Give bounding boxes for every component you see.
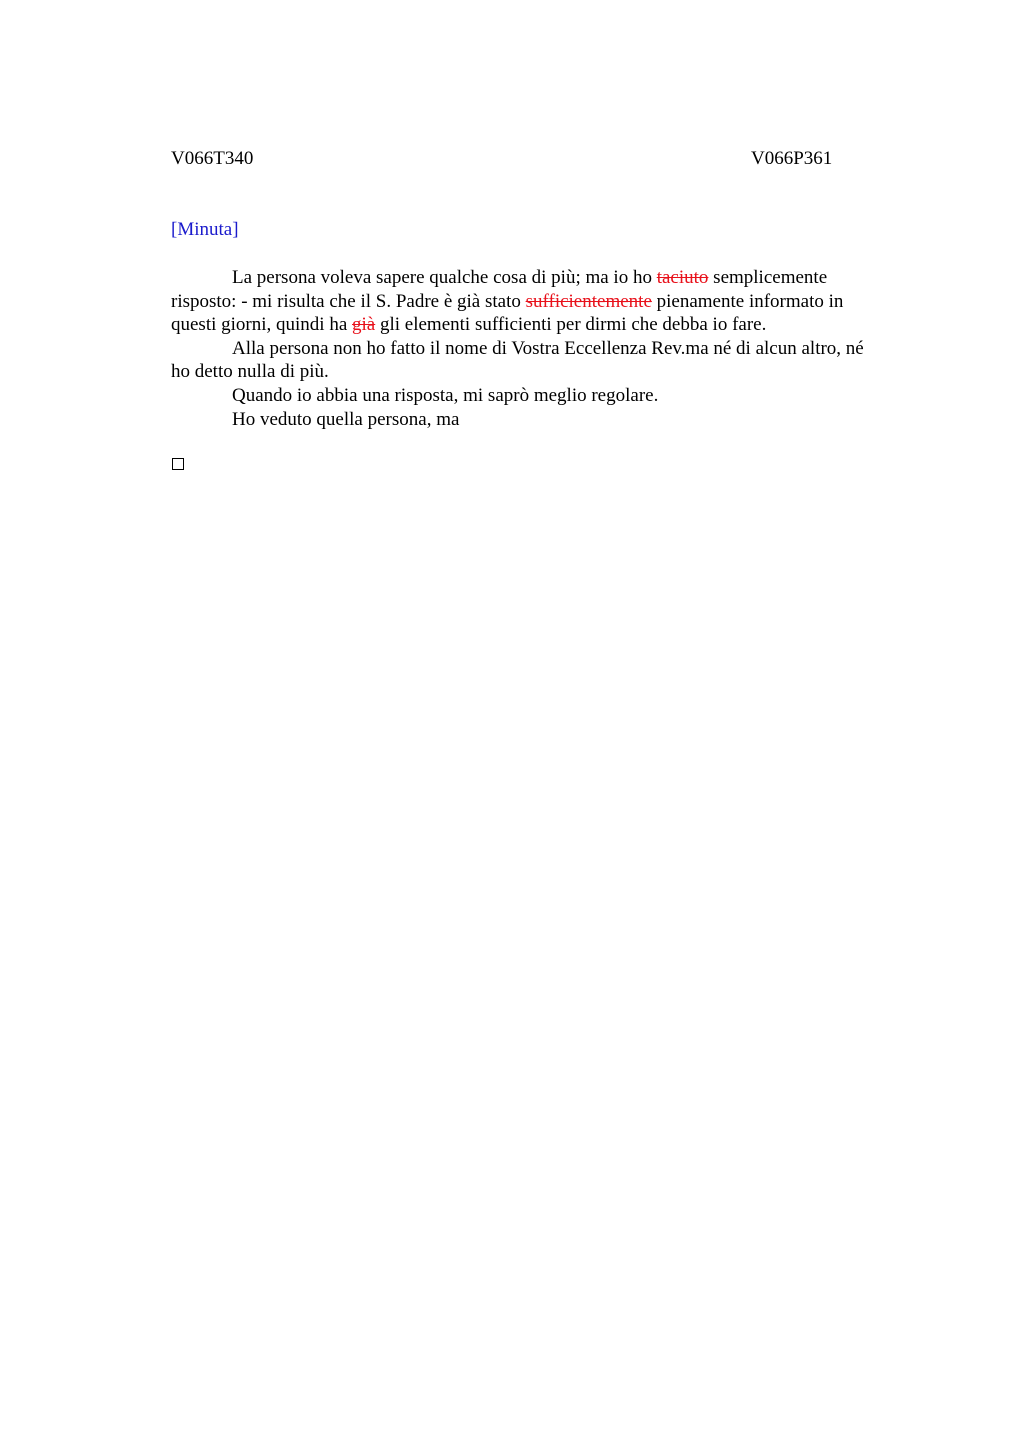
paragraph-3-line-1: Quando io abbia una risposta, mi saprò meglio regolare. [232,384,659,406]
text-segment: gli elementi sufficienti per dirmi che debba io fare. [375,314,767,336]
deleted-word: taciuto [656,267,709,288]
text-segment: questi giorni, quindi ha [171,314,353,336]
paragraph-4 [171,408,931,432]
header-left-code: V066T340 [171,148,254,169]
section-label: [Minuta] [171,219,239,240]
paragraph-1-line-1 [171,266,931,290]
text-segment: La persona voleva sapere qualche cosa di più; ma io ho [232,267,657,288]
paragraph-1-line-3 [171,313,931,337]
paragraph-2-line-2: ho detto nulla di più. [171,361,329,383]
paragraph-1 [171,266,931,337]
header-right-code: V066P361 [751,148,833,169]
deleted-word: sufficientemente [525,290,652,312]
empty-square-icon [172,458,184,470]
text-segment: pienamente informato in [651,290,844,312]
text-segment: semplicemente [708,267,828,288]
text-segment: risposto: - mi risulta che il S. Padre è già stato [171,290,526,312]
deleted-word: già [352,314,376,336]
paragraph-1-line-2 [171,290,931,314]
paragraph-2-line-1: Alla persona non ho fatto il nome di Vostra Eccellenza Rev.ma né di alcun altro, né [232,337,864,359]
paragraph-2 [171,337,931,384]
paragraph-3 [171,384,931,408]
letter-body [171,266,931,431]
paragraph-4-line-1: Ho veduto quella persona, ma [232,408,460,430]
